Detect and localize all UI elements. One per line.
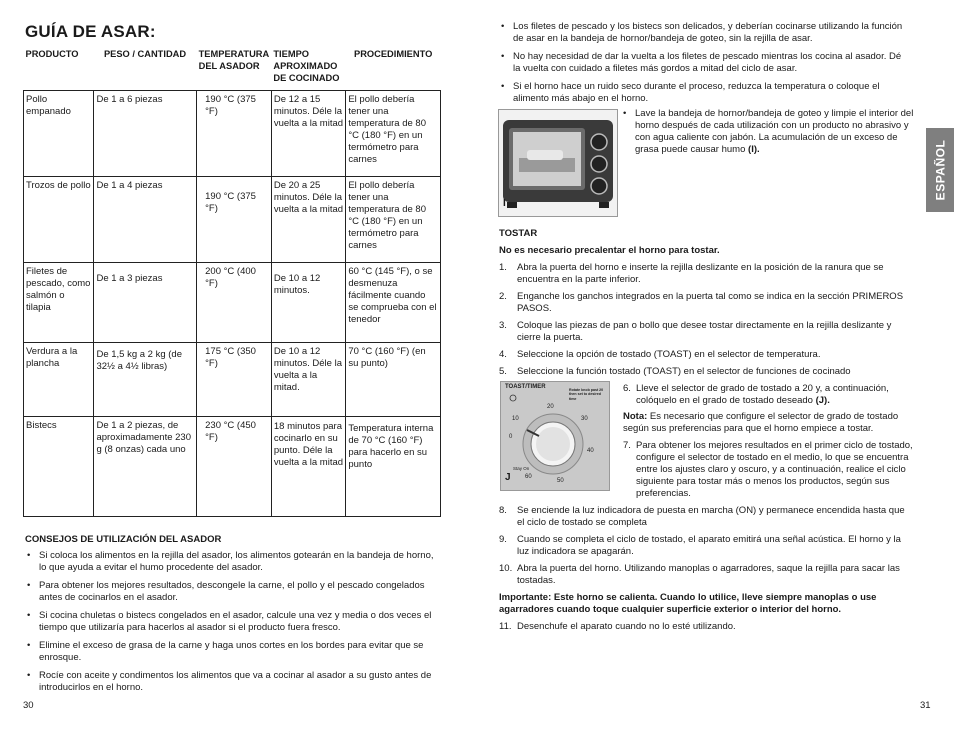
step-text: Abra la puerta del horno. Utilizando manoplas o agarradores, saque la rejilla para sacar las tostadas.: [517, 563, 900, 586]
table-cell: 70 °C (160 °F) (en su punto): [346, 343, 441, 417]
step-text: Para obtener los mejores resultados en el primer ciclo de tostado, configure el selector de tostado en el medio, lo que se encuentra entre los ajustes claro y oscuro, y a continuación, realice el ciclo siguiente para tostar más o menos los productos, según sus preferencias.: [636, 440, 913, 499]
col-header-temperatura: TEMPERATURA DEL ASADOR: [197, 45, 272, 91]
list-item: • Elimine el exceso de grasa de la carne y haga unos cortes en los bordes para evitar que se enrosque.: [25, 640, 435, 664]
step-number: 11.: [499, 621, 512, 632]
table-cell: Filetes de pescado, como salmón o tilapia: [24, 263, 94, 343]
table-cell: 60 °C (145 °F), o se desmenuza fácilmente cuando se comprueba con el tenedor: [346, 263, 441, 343]
table-cell: De 12 a 15 minutos. Déle la vuelta a la mitad: [271, 91, 345, 177]
table-cell: De 20 a 25 minutos. Déle la vuelta a la mitad: [271, 177, 345, 263]
table-header-row: [24, 45, 441, 91]
table-cell: De 10 a 12 minutos.: [271, 263, 345, 343]
table-cell: 190 °C (375 °F): [197, 177, 272, 263]
list-item: • Los filetes de pescado y los bistecs son delicados, y deberían cocinarse utilizando la función de asar en la bandeja de hornor/bandeja de goteo, sin la rejilla de asar.: [499, 21, 911, 45]
table-row: [24, 177, 441, 263]
step-7: [623, 440, 915, 500]
figure-label: J: [505, 472, 511, 483]
dial-title: TOAST/TIMER: [505, 384, 546, 390]
table-cell: De 1 a 6 piezas: [94, 91, 197, 177]
step-number: 3.: [499, 320, 507, 331]
step-text: Seleccione la opción de tostado (TOAST) en el selector de temperatura.: [517, 349, 821, 360]
list-item: • Si coloca los alimentos en la rejilla del asador, los alimentos gotearán en la bandeja de horno, lo que ayuda a evitar el humo procedente del asador.: [25, 550, 435, 574]
step-number: 7.: [623, 440, 631, 451]
list-item: • Si el horno hace un ruido seco durante el proceso, reduzca la temperatura o coloque el alimento más abajo en el horno.: [499, 81, 911, 105]
language-tab: [926, 128, 954, 212]
list-item: [499, 349, 914, 361]
table-cell: Temperatura interna de 70 °C (160 °F) para hacerlo en su punto: [346, 417, 441, 517]
table-cell: 200 °C (400 °F): [197, 263, 272, 343]
toast-steps: [499, 262, 914, 378]
list-item: • Para obtener los mejores resultados, descongele la carne, el pollo y el pescado congelados antes de cocinarlos en el asador.: [25, 580, 435, 604]
col-header-procedimiento: PROCEDIMIENTO: [346, 45, 441, 91]
important-warning: Importante: Este horno se calienta. Cuando lo utilice, lleve siempre manoplas o use agarradores cuando toque cualquier superficie exterior o interior del horno.: [499, 592, 877, 615]
table-cell: Bistecs: [24, 417, 94, 517]
col-header-peso: PESO / CANTIDAD: [94, 45, 197, 91]
figure-i-bullet: [621, 108, 916, 156]
page-title: GUÍA DE ASAR:: [25, 22, 156, 41]
figure-ref: (I).: [748, 144, 760, 155]
step-text: Lleve el selector de grado de tostado a 20 y, a continuación, colóquelo en el grado de tostado deseado: [636, 383, 889, 406]
tips-heading: CONSEJOS DE UTILIZACIÓN DEL ASADOR: [25, 534, 222, 545]
language-tab-label: ESPAÑOL: [933, 139, 947, 201]
list-item: [499, 262, 914, 286]
list-item: [499, 563, 914, 587]
grilling-guide-table: [23, 45, 441, 517]
table-cell: Verdura a la plancha: [24, 343, 94, 417]
step-number: 6.: [623, 383, 631, 394]
dial-number: 60: [525, 474, 532, 480]
step-number: 4.: [499, 349, 507, 360]
list-item: • Si cocina chuletas o bistecs congelados en el asador, calcule una vez y media o dos veces el tiempo que utilizaría para hacerlos al asador si el producto fuera fresco.: [25, 610, 435, 634]
toaster-oven-icon: [499, 110, 617, 216]
dial-number: 10: [512, 416, 519, 422]
list-item: [499, 320, 914, 344]
dial-number: 20: [547, 404, 554, 410]
toast-steps-continued: [499, 505, 914, 587]
step-text: Desenchufe el aparato cuando no lo esté utilizando.: [517, 621, 736, 632]
step-text: Seleccione la función tostado (TOAST) en el selector de funciones de cocinado: [517, 366, 851, 377]
step-text: Cuando se completa el ciclo de tostado, el aparato emitirá una señal acústica. El horno y la luz indicadora se apagarán.: [517, 534, 901, 557]
list-item: [499, 366, 914, 378]
figure-label: I: [503, 198, 506, 209]
table-cell: De 1 a 4 piezas: [94, 177, 197, 263]
nota-paragraph: [623, 411, 915, 435]
table-cell: De 1 a 2 piezas, de aproximadamente 230 g (8 onzas) cada uno: [94, 417, 197, 517]
final-step: [499, 621, 914, 633]
bullet-text: Lave la bandeja de hornor/bandeja de goteo y limpie el interior del horno después de cada utilización con un producto no abrasivo y con agua caliente con jabón. La acumulación de un exceso de grasa puede causar humo: [635, 108, 914, 155]
dial-side-label: Stay On: [513, 466, 530, 471]
table-cell: El pollo debería tener una temperatura de 80 °C (180 °F) en un termómetro para carnes: [346, 91, 441, 177]
table-cell: Trozos de pollo: [24, 177, 94, 263]
step-number: 2.: [499, 291, 507, 302]
figure-ref: (J).: [815, 395, 830, 406]
table-cell: De 10 a 12 minutos. Déle la vuelta a la mitad.: [271, 343, 345, 417]
top-bullet-list: [499, 21, 911, 105]
section-note: No es necesario precalentar el horno para tostar.: [499, 245, 720, 256]
toast-dial-illustration: [500, 381, 610, 491]
step-number: 1.: [499, 262, 507, 273]
list-item: [499, 505, 914, 529]
step-number: 8.: [499, 505, 507, 516]
table-row: [24, 417, 441, 517]
step-text: Coloque las piezas de pan o bollo que desee tostar directamente en la rejilla deslizante y cierre la puerta.: [517, 320, 892, 343]
list-item: • Rocíe con aceite y condimentos los alimentos que va a cocinar al asador a su gusto antes de introducirlos en el horno.: [25, 670, 435, 694]
table-cell: De 1 a 3 piezas: [94, 263, 197, 343]
toast-dial-icon: [501, 382, 609, 490]
tips-list: [25, 550, 435, 694]
col-header-tiempo: TIEMPO APROXIMADO DE COCINADO: [271, 45, 345, 91]
table-cell: El pollo debería tener una temperatura de 80 °C (180 °F) en un termómetro para carnes: [346, 177, 441, 263]
list-item: • No hay necesidad de dar la vuelta a los filetes de pescado mientras los cocina al asador. Dé la vuelta con cuidado a filetes más gordos a mitad del ciclo de asar.: [499, 51, 911, 75]
section-title: TOSTAR: [499, 228, 538, 239]
list-item: [499, 291, 914, 315]
oven-illustration: [498, 109, 618, 217]
list-item: [499, 534, 914, 558]
table-row: [24, 343, 441, 417]
step-text: Se enciende la luz indicadora de puesta en marcha (ON) y permanece encendida hasta que el ciclo de tostado se completa: [517, 505, 905, 528]
page-number: 30: [23, 700, 34, 711]
step-number: 10.: [499, 563, 513, 574]
dial-number: 50: [557, 478, 564, 484]
table-cell: 190 °C (375 °F): [197, 91, 272, 177]
table-cell: 18 minutos para cocinarlo en su punto. Déle la vuelta a la mitad: [271, 417, 345, 517]
step-number: 9.: [499, 534, 507, 545]
list-item: [621, 108, 916, 156]
dial-number: 0: [509, 434, 513, 440]
table-row: [24, 263, 441, 343]
table-cell: De 1,5 kg a 2 kg (de 32½ a 4½ libras): [94, 343, 197, 417]
table-row: [24, 91, 441, 177]
step-number: 5.: [499, 366, 507, 377]
page-number: 31: [920, 700, 931, 711]
table-cell: 175 °C (350 °F): [197, 343, 272, 417]
step-text: Abra la puerta del horno e inserte la rejilla deslizante en la posición de la ranura que se encuentra en la parte inferior.: [517, 262, 884, 285]
col-header-producto: PRODUCTO: [24, 45, 94, 91]
nota-label: Nota:: [623, 411, 648, 422]
nota-text: Es necesario que configure el selector de grado de tostado según sus preferencias para que el horno empiece a tostar.: [623, 411, 899, 434]
table-cell: Pollo empanado: [24, 91, 94, 177]
table-cell: 230 °C (450 °F): [197, 417, 272, 517]
step-6: [623, 383, 915, 407]
step-text: Enganche los ganchos integrados en la puerta tal como se indica en la sección PRIMEROS PASOS.: [517, 291, 904, 314]
dial-number: 40: [587, 448, 594, 454]
list-item: [499, 621, 914, 633]
dial-number: 30: [581, 416, 588, 422]
dial-note: Rotate knob past 20 then set to desired time: [569, 388, 604, 401]
